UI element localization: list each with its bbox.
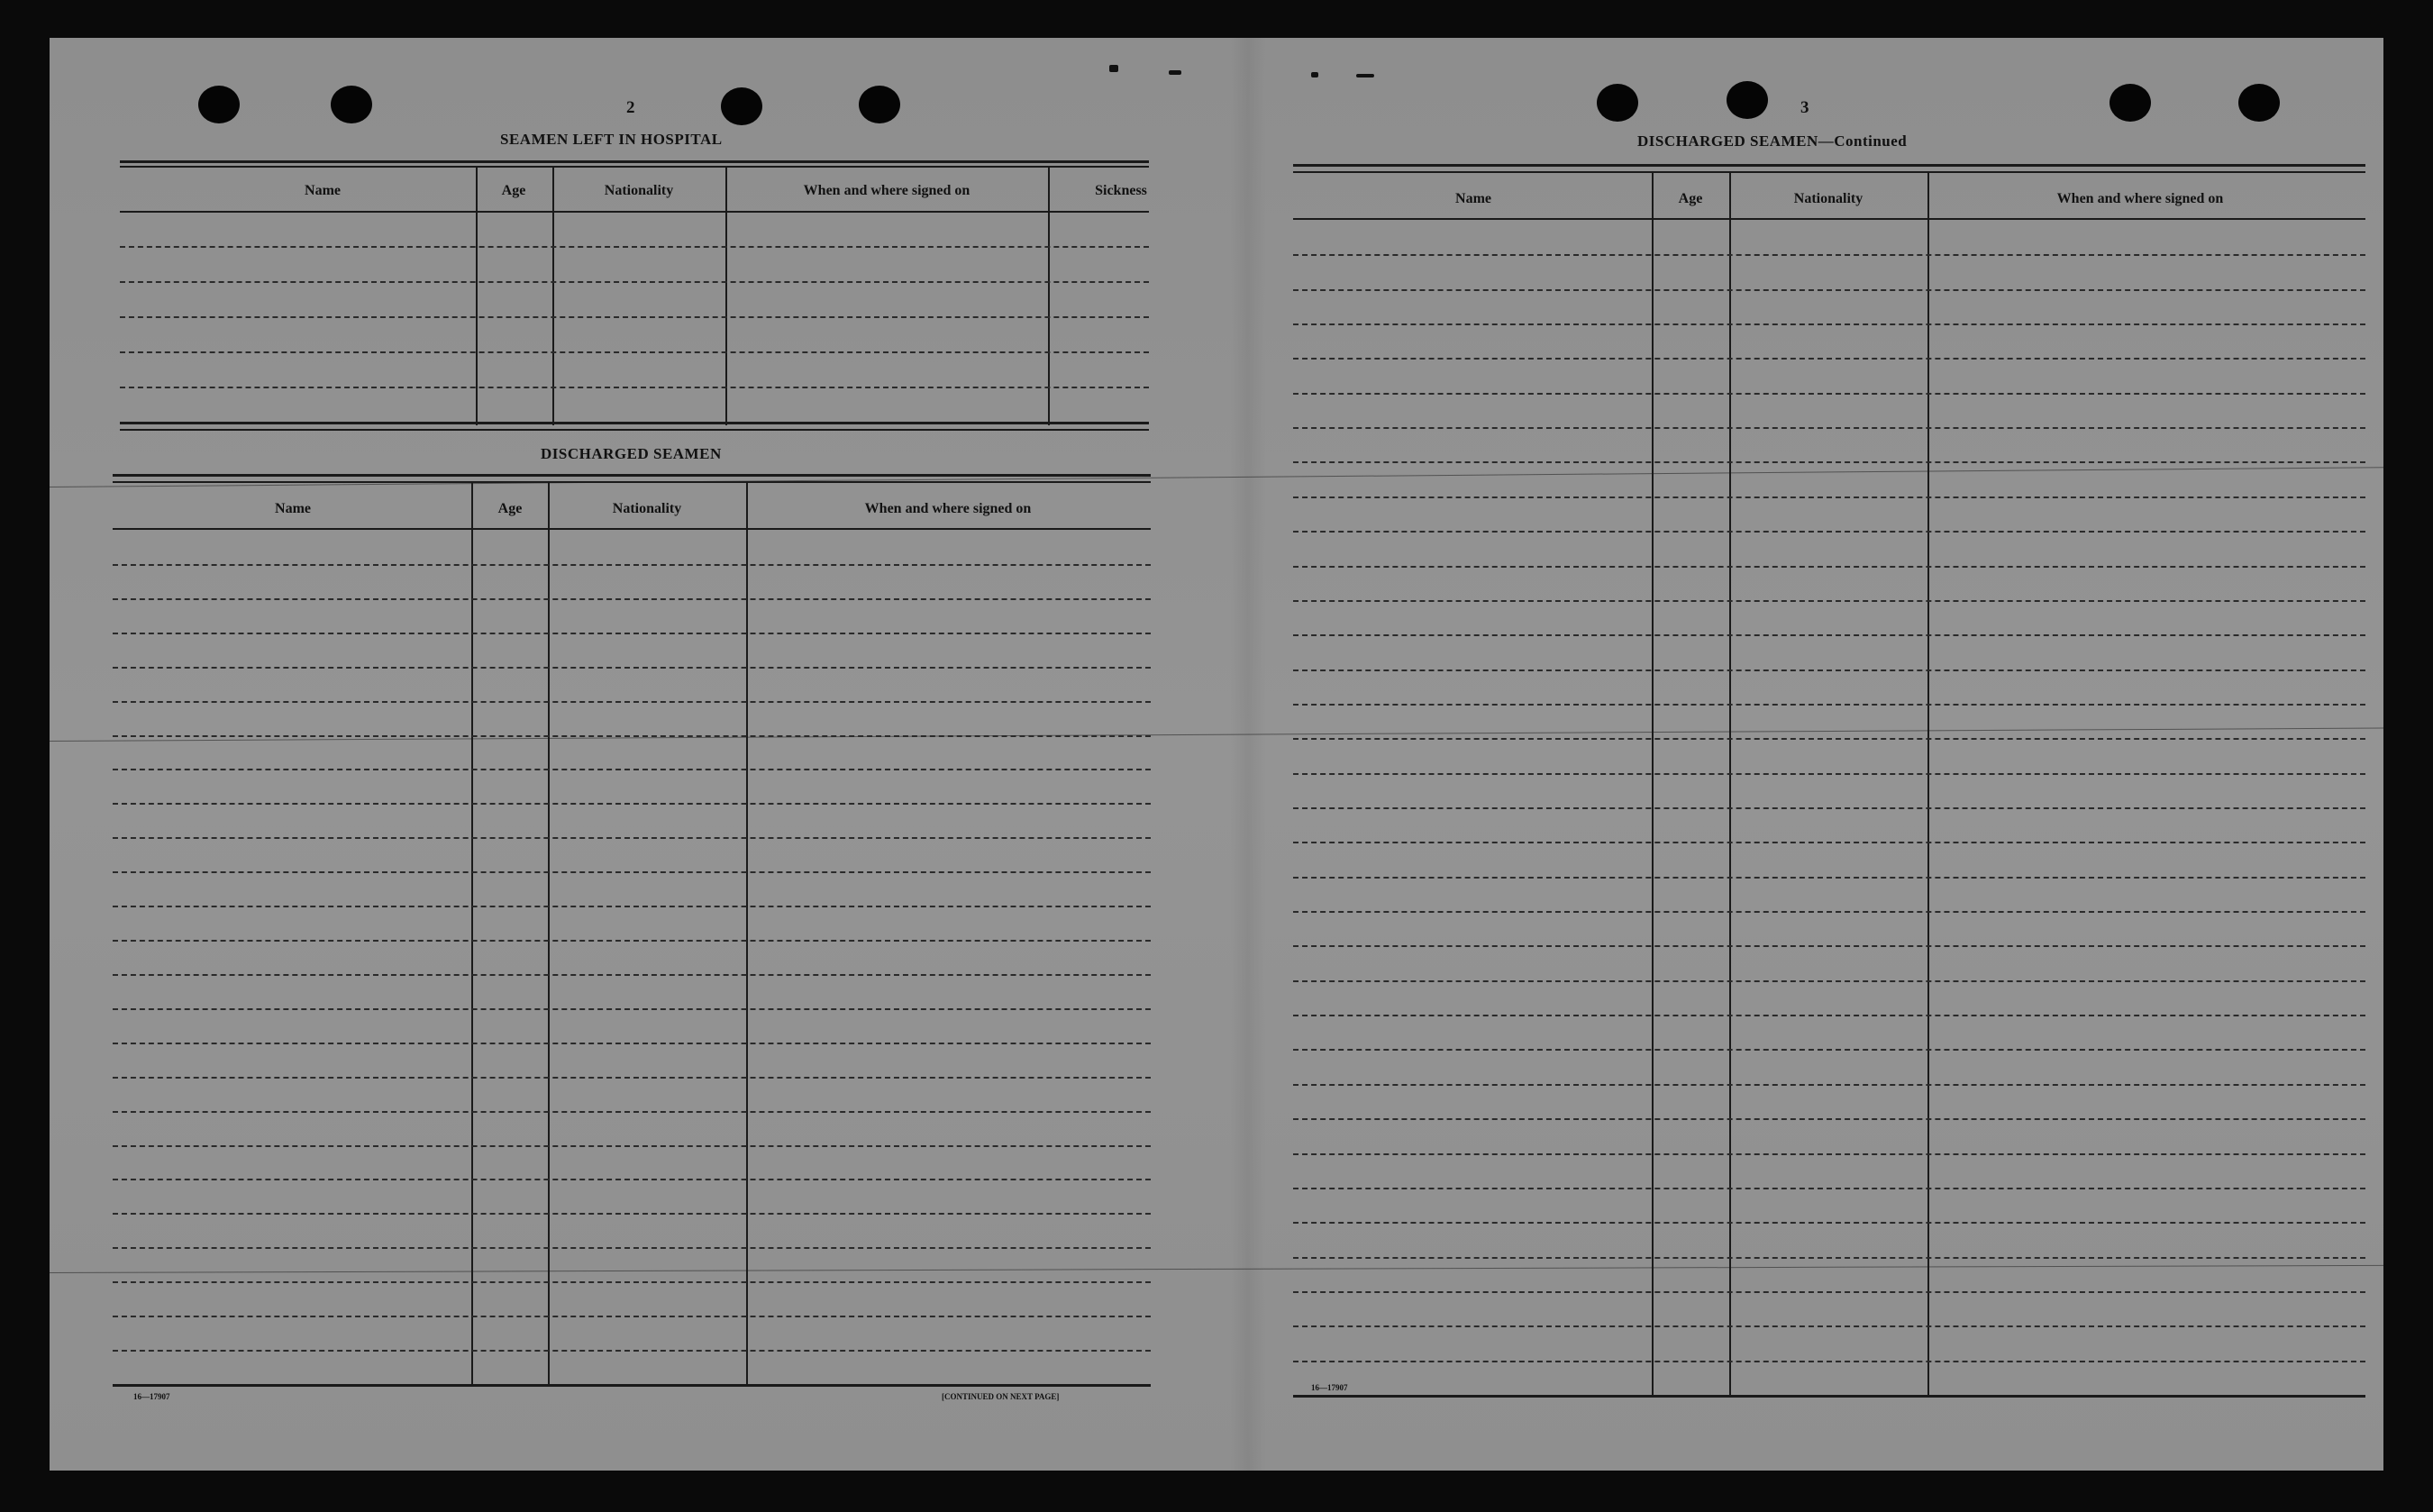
ink-speck bbox=[1311, 72, 1318, 77]
table-top-rule bbox=[1293, 171, 2365, 173]
table-bottom-rule bbox=[113, 1384, 1151, 1387]
row-line bbox=[113, 769, 1151, 770]
row-line bbox=[1293, 1153, 2365, 1155]
row-line bbox=[1293, 669, 2365, 671]
header-bottom-rule bbox=[120, 211, 1149, 213]
row-line bbox=[120, 316, 1149, 318]
row-line bbox=[1293, 427, 2365, 429]
punch-hole bbox=[198, 86, 240, 123]
row-line bbox=[113, 1043, 1151, 1044]
row-line bbox=[113, 1247, 1151, 1249]
column-header-signed-on: When and where signed on bbox=[864, 501, 1032, 516]
page-number-left: 2 bbox=[626, 98, 635, 117]
table-bottom-rule bbox=[120, 429, 1149, 431]
row-line bbox=[113, 1145, 1151, 1147]
discharged-table-right bbox=[1293, 164, 2365, 1416]
row-line bbox=[1293, 1084, 2365, 1086]
row-line bbox=[1293, 1291, 2365, 1293]
discharged-table-left bbox=[113, 474, 1151, 1429]
row-line bbox=[1293, 980, 2365, 982]
discharged-continued-title: DISCHARGED SEAMEN—Continued bbox=[1637, 132, 1908, 150]
row-line bbox=[113, 906, 1151, 907]
punch-hole bbox=[1727, 81, 1768, 119]
row-line bbox=[1293, 1015, 2365, 1016]
row-line bbox=[1293, 1049, 2365, 1051]
hospital-table bbox=[120, 160, 1149, 467]
column-header-age: Age bbox=[497, 501, 523, 516]
punch-hole bbox=[721, 87, 762, 125]
row-line bbox=[120, 387, 1149, 388]
header-bottom-rule bbox=[113, 528, 1151, 530]
row-line bbox=[120, 246, 1149, 248]
row-line bbox=[113, 1179, 1151, 1180]
row-line bbox=[113, 1316, 1151, 1317]
document-sheet bbox=[50, 38, 2383, 1471]
row-line bbox=[113, 871, 1151, 873]
row-line bbox=[1293, 1222, 2365, 1224]
row-line bbox=[1293, 773, 2365, 775]
punch-hole bbox=[2238, 84, 2280, 122]
header-bottom-rule bbox=[1293, 218, 2365, 220]
column-divider bbox=[1652, 173, 1654, 1395]
row-line bbox=[113, 1077, 1151, 1079]
form-number-right: 16—17907 bbox=[1311, 1383, 1348, 1392]
column-header-name: Name bbox=[1455, 191, 1491, 206]
table-top-rule bbox=[1293, 164, 2365, 167]
table-bottom-rule bbox=[120, 422, 1149, 424]
column-header-nationality: Nationality bbox=[612, 501, 682, 516]
column-header-signed-on: When and where signed on bbox=[803, 183, 970, 198]
row-line bbox=[1293, 634, 2365, 636]
column-divider bbox=[746, 483, 748, 1384]
row-line bbox=[113, 701, 1151, 703]
row-line bbox=[1293, 911, 2365, 913]
row-line bbox=[1293, 600, 2365, 602]
row-line bbox=[120, 351, 1149, 353]
row-line bbox=[113, 1350, 1151, 1352]
row-line bbox=[1293, 531, 2365, 533]
row-line bbox=[113, 598, 1151, 600]
column-header-name: Name bbox=[305, 183, 341, 198]
punch-hole bbox=[1597, 84, 1638, 122]
row-line bbox=[113, 1213, 1151, 1215]
column-header-signed-on: When and where signed on bbox=[2056, 191, 2224, 206]
row-line bbox=[113, 667, 1151, 669]
column-divider bbox=[1927, 173, 1929, 1395]
row-line bbox=[1293, 1325, 2365, 1327]
row-line bbox=[113, 1281, 1151, 1283]
page-number-right: 3 bbox=[1800, 98, 1809, 117]
column-header-age: Age bbox=[1678, 191, 1703, 206]
row-line bbox=[1293, 1188, 2365, 1189]
row-line bbox=[113, 735, 1151, 737]
table-bottom-rule bbox=[1293, 1395, 2365, 1398]
row-line bbox=[1293, 496, 2365, 498]
column-divider bbox=[471, 483, 473, 1384]
column-divider bbox=[548, 483, 550, 1384]
table-top-rule bbox=[120, 160, 1149, 163]
row-line bbox=[1293, 704, 2365, 706]
ink-speck bbox=[1169, 70, 1181, 75]
row-line bbox=[1293, 358, 2365, 360]
row-line bbox=[113, 837, 1151, 839]
ink-speck bbox=[1109, 65, 1118, 72]
row-line bbox=[1293, 1361, 2365, 1362]
row-line bbox=[1293, 566, 2365, 568]
punch-hole bbox=[331, 86, 372, 123]
row-line bbox=[113, 974, 1151, 976]
continued-note: [CONTINUED ON NEXT PAGE] bbox=[942, 1392, 1060, 1401]
row-line bbox=[1293, 1257, 2365, 1259]
row-line bbox=[113, 1111, 1151, 1113]
discharged-table-title: DISCHARGED SEAMEN bbox=[541, 445, 722, 462]
row-line bbox=[1293, 461, 2365, 463]
punch-hole bbox=[2110, 84, 2151, 122]
row-line bbox=[1293, 254, 2365, 256]
column-header-age: Age bbox=[501, 183, 526, 198]
column-divider bbox=[1729, 173, 1731, 1395]
row-line bbox=[1293, 1118, 2365, 1120]
row-line bbox=[113, 633, 1151, 634]
row-line bbox=[1293, 807, 2365, 809]
row-line bbox=[120, 281, 1149, 283]
row-line bbox=[1293, 323, 2365, 325]
row-line bbox=[1293, 945, 2365, 947]
row-line bbox=[113, 940, 1151, 942]
column-header-nationality: Nationality bbox=[1793, 191, 1863, 206]
hospital-table-title: SEAMEN LEFT IN HOSPITAL bbox=[500, 131, 723, 148]
row-line bbox=[1293, 842, 2365, 843]
row-line bbox=[113, 564, 1151, 566]
row-line bbox=[1293, 877, 2365, 879]
page-fold bbox=[1230, 38, 1266, 1471]
row-line bbox=[113, 1008, 1151, 1010]
row-line bbox=[113, 803, 1151, 805]
punch-hole bbox=[859, 86, 900, 123]
row-line bbox=[1293, 289, 2365, 291]
column-header-name: Name bbox=[275, 501, 311, 516]
ink-speck bbox=[1356, 74, 1374, 77]
row-line bbox=[1293, 393, 2365, 395]
column-header-nationality: Nationality bbox=[604, 183, 674, 198]
form-number-left: 16—17907 bbox=[133, 1392, 170, 1401]
row-line bbox=[1293, 738, 2365, 740]
table-top-rule bbox=[120, 166, 1149, 168]
column-header-sickness: Sickness bbox=[1095, 183, 1147, 198]
table-top-rule bbox=[113, 474, 1151, 477]
table-top-rule bbox=[113, 481, 1151, 483]
